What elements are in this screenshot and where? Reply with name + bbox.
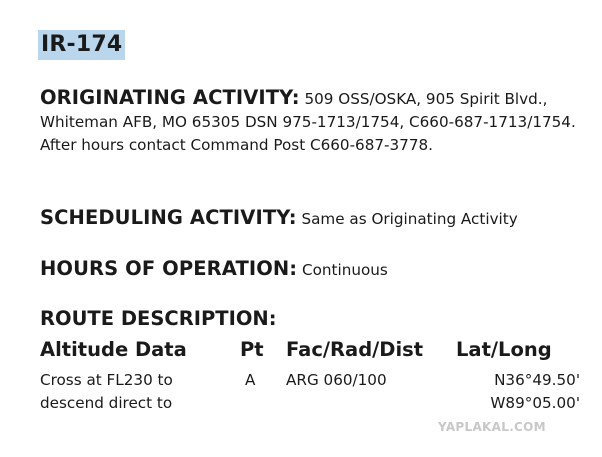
column-header-lat-long: Lat/Long (456, 338, 552, 361)
column-header-fac-rad-dist: Fac/Rad/Dist (286, 338, 424, 361)
originating-activity-section (40, 86, 580, 157)
scheduling-activity-section (40, 206, 580, 231)
scheduling-activity-text: Same as Originating Activity (301, 210, 518, 228)
originating-activity-text: 509 OSS/OSKA, 905 Spirit Blvd., Whiteman AFB, MO 65305 DSN 975-1713/1754, C660-687-1713/1754. After hours contact Command Post C660-687-3778. (40, 90, 576, 154)
route-description-heading: ROUTE DESCRIPTION: (40, 307, 277, 330)
scheduling-activity-heading: SCHEDULING ACTIVITY: (40, 206, 297, 229)
column-header-altitude: Altitude Data (40, 338, 187, 361)
originating-activity-heading: ORIGINATING ACTIVITY: (40, 86, 300, 109)
hours-of-operation-text: Continuous (302, 261, 388, 279)
route-id-title: IR-174 (38, 30, 125, 60)
longitude-cell: W89°05.00' (490, 394, 580, 412)
pt-cell: A (245, 371, 256, 389)
altitude-cell-line2: descend direct to (40, 394, 173, 412)
fac-rad-dist-cell: ARG 060/100 (286, 371, 387, 389)
hours-of-operation-section (40, 257, 580, 282)
column-header-pt: Pt (240, 338, 264, 361)
watermark-logo: YAPLAKAL.COM (438, 420, 546, 434)
latitude-cell: N36°49.50' (494, 371, 580, 389)
altitude-cell-line1: Cross at FL230 to (40, 371, 173, 389)
hours-of-operation-heading: HOURS OF OPERATION: (40, 257, 298, 280)
